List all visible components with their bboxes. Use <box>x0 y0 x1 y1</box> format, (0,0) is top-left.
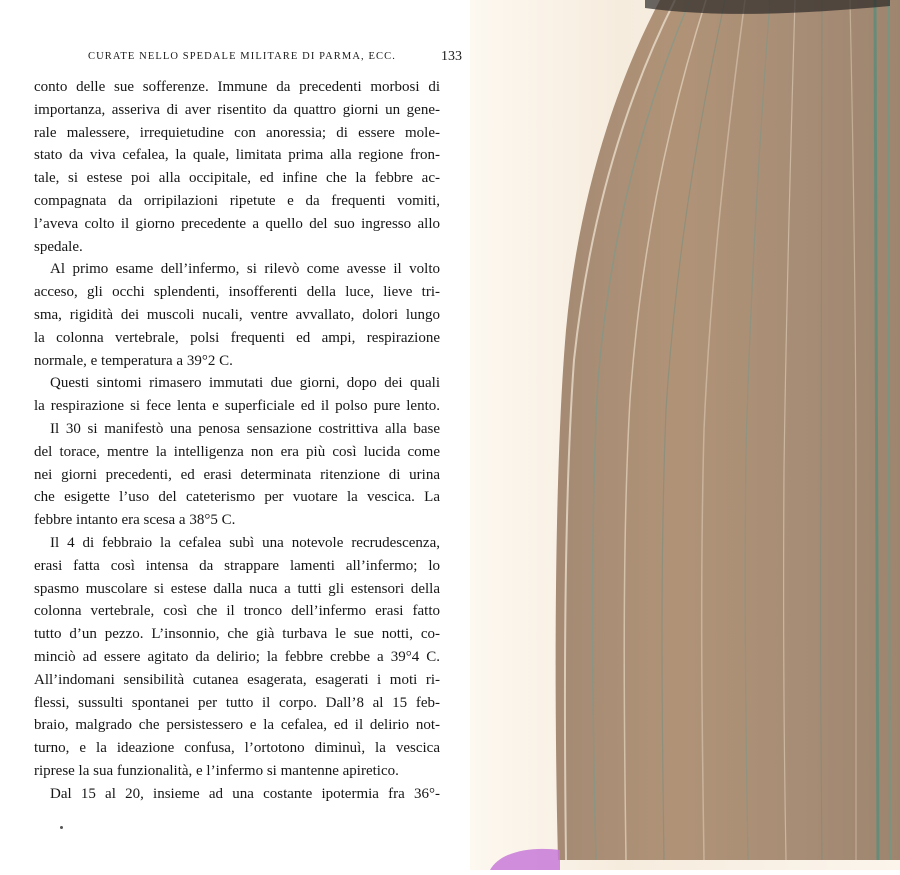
text-line: spasmo muscolare si estese dalla nuca a tutti gli estensori della <box>34 580 440 597</box>
text-line: minciò ad essere agitato da delirio; la febbre crebbe a 39°4 C. <box>34 648 440 665</box>
stray-mark <box>60 826 63 829</box>
text-line: compagnata da orripilazioni ripetute e da frequenti vomiti, <box>34 192 440 209</box>
page-number: 133 <box>441 49 462 64</box>
text-line: febbre intanto era scesa a 38°5 C. <box>34 512 236 529</box>
text-line: Il 30 si manifestò una penosa sensazione costrittiva alla base <box>50 420 440 437</box>
page-header <box>48 49 464 69</box>
text-line: tale, si estese poi alla occipitale, ed infine che la febbre ac- <box>34 170 440 187</box>
text-line: la colonna vertebrale, polsi frequenti ed ampi, respirazione <box>34 329 440 346</box>
text-line: All’indomani sensibilità cutanea esagerata, esagerati i moti ri- <box>34 671 440 688</box>
book-edge-art <box>470 0 900 870</box>
text-line: nei giorni precedenti, ed erasi determinata ritenzione di urina <box>34 466 440 483</box>
text-line: normale, e temperatura a 39°2 C. <box>34 352 233 369</box>
text-line: Questi sintomi rimasero immutati due giorni, dopo dei quali <box>50 375 440 392</box>
running-title: CURATE NELLO SPEDALE MILITARE DI PARMA, ECC. <box>88 51 396 62</box>
text-line: che esigette l’uso del cateterismo per vuotare la vescica. La <box>34 489 440 506</box>
text-line: flessi, sussulti spontanei per tutto il corpo. Dall’8 al 15 feb- <box>34 694 440 711</box>
text-line: Al primo esame dell’infermo, si rilevò come avesse il volto <box>50 261 440 278</box>
text-line: colonna vertebrale, così che il tronco dell’infermo erasi fatto <box>34 603 440 620</box>
text-line: spedale. <box>34 238 83 255</box>
text-line: stato da viva cefalea, la quale, limitata prima alla regione fron- <box>34 147 440 164</box>
text-line: erasi fatta così intensa da strappare lamenti all’infermo; lo <box>34 557 440 574</box>
text-line: braio, malgrado che persistessero e la cefalea, ed il delirio not- <box>34 717 440 734</box>
text-line: importanza, asseriva di aver risentito da quattro giorni un gene- <box>34 101 440 118</box>
pink-tab <box>490 849 560 870</box>
text-line: l’aveva colto il giorno precedente a quello del suo ingresso allo <box>34 215 440 232</box>
text-line: Dal 15 al 20, insieme ad una costante ipotermia fra 36°- <box>50 785 440 802</box>
book-edge <box>470 0 900 870</box>
text-line: Il 4 di febbraio la cefalea subì una notevole recrudescenza, <box>50 534 440 551</box>
book-edge-shape <box>556 0 900 860</box>
text-line: sma, rigidità dei muscoli nucali, ventre avvallato, dolori lungo <box>34 306 440 323</box>
text-line: del torace, mentre la intelligenza non era più così lucida come <box>34 443 440 460</box>
text-line: la respirazione si fece lenta e superficiale ed il polso pure lento. <box>34 398 440 415</box>
text-line: turno, e la ideazione confusa, l’ortotono diminuì, la vescica <box>34 740 440 757</box>
text-line: tutto d’un pezzo. L’insonnio, che già turbava le sue notti, co- <box>34 626 440 643</box>
text-line: conto delle sue sofferenze. Immune da precedenti morbosi di <box>34 79 440 95</box>
text-line: riprese la sua funzionalità, e l’infermo si mantenne apiretico. <box>34 762 399 779</box>
text-line: acceso, gli occhi splendenti, insofferenti della luce, lieve tri- <box>34 284 440 301</box>
body-text <box>34 76 440 806</box>
text-line: rale malessere, irrequietudine con anoressia; di essere mole- <box>34 124 440 141</box>
